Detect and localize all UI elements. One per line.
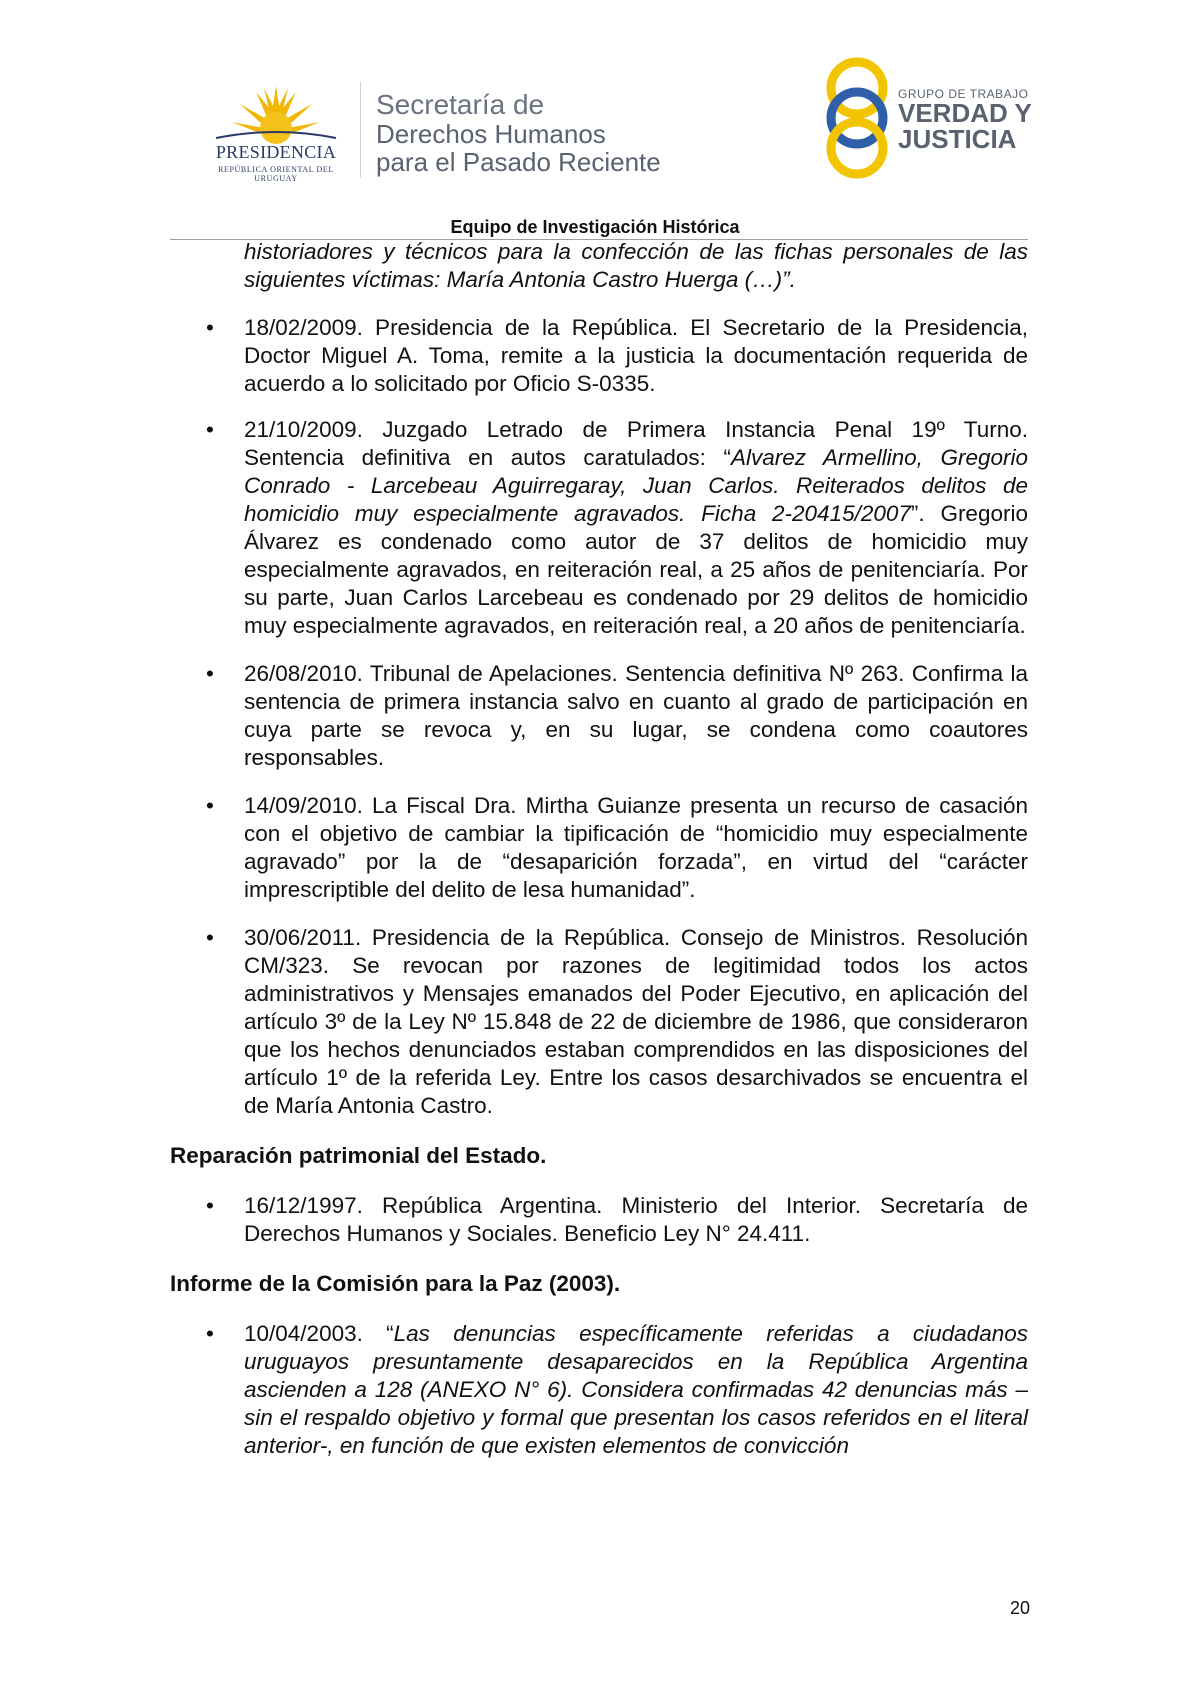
secretaria-line-1: Secretaría de (376, 89, 545, 120)
presidencia-title: PRESIDENCIA (215, 142, 337, 162)
quoted-report-text: Las denuncias específicamente referidas a ciudadanos uruguayos presuntamente desaparecidos en la República Argentina ascienden a 128 (ANEXO N° 6). Considera confirmadas 42 denuncias más –sin el respaldo objetivo y formal que presentan los casos referidos en el literal anterior-, en función de que existen elementos de convicción (244, 1321, 1028, 1458)
list-item (170, 792, 1028, 904)
list-item-text (244, 416, 1028, 640)
list-item-suffix: ”. Gregorio Álvarez es condenado como autor de 37 delitos de homicidio muy especialmente agravados, en reiteración real, a 25 años de penitenciaría. Por su parte, Juan Carlos Larcebeau es condenado por 29 delitos de homicidio muy especialmente agravados, en reiteración real, a 20 años de penitenciaría. (244, 501, 1028, 638)
list-item (170, 924, 1028, 1120)
list-item-text: 18/02/2009. Presidencia de la República. El Secretario de la Presidencia, Doctor Miguel A. Toma, remite a la justicia la documentación requerida de acuerdo a lo solicitado por Oficio S-0335. (244, 315, 1028, 396)
page-number: 20 (1009, 1598, 1030, 1618)
list-item (170, 416, 1028, 640)
sun-emblem-icon (196, 82, 356, 144)
list-item-text: 16/12/1997. República Argentina. Ministerio del Interior. Secretaría de Derechos Humanos y Sociales. Beneficio Ley N° 24.411. (244, 1193, 1028, 1246)
logo-divider (360, 82, 361, 178)
list-item-text: 30/06/2011. Presidencia de la República. Consejo de Ministros. Resolución CM/323. Se revocan por razones de legitimidad todos los actos administrativos y Mensajes emanados del Poder Ejecutivo, en aplicación del artículo 3º de la Ley Nº 15.848 de 22 de diciembre de 1986, que consideraron que los hechos denunciados estaban comprendidos en las disposiciones del artículo 1º de la referida Ley. Entre los casos desarchivados se encuentra el de María Antonia Castro. (244, 925, 1028, 1118)
interlocking-rings-icon (822, 56, 892, 180)
section-heading-reparacion: Reparación patrimonial del Estado. (170, 1143, 547, 1168)
list-item (170, 314, 1028, 398)
page-header (0, 0, 1190, 230)
secretaria-line-3: para el Pasado Reciente (376, 147, 661, 177)
presidencia-subtitle: REPÚBLICA ORIENTAL DEL URUGUAY (218, 165, 334, 183)
bullet: • (206, 1321, 214, 1346)
bullet: • (206, 793, 214, 818)
gtvj-line-3: JUSTICIA (898, 124, 1017, 154)
bullet: • (206, 925, 214, 950)
list-item-prefix: 10/04/2003. “ (244, 1321, 394, 1346)
bullet: • (206, 315, 214, 340)
list-item-text: 14/09/2010. La Fiscal Dra. Mirtha Guianze presenta un recurso de casación con el objetivo de cambiar la tipificación de “homicidio muy especialmente agravado” por la de “desaparición forzada”, en virtud del “carácter imprescriptible del delito de lesa humanidad”. (244, 793, 1028, 902)
document-body (170, 238, 1028, 1460)
gtvj-line-1: GRUPO DE TRABAJO (898, 87, 1029, 101)
list-item (170, 1192, 1028, 1248)
list-item (170, 1320, 1028, 1460)
presidencia-logo (196, 82, 356, 182)
bullet: • (206, 1193, 214, 1218)
list-item-text: 26/08/2010. Tribunal de Apelaciones. Sentencia definitiva Nº 263. Confirma la sentencia de primera instancia salvo en cuanto al grado de participación en cuya parte se revoca y, en su lugar, se condena como coautores responsables. (244, 661, 1028, 770)
secretaria-logo (376, 90, 661, 176)
section-label: Equipo de Investigación Histórica (450, 217, 740, 237)
list-item (170, 660, 1028, 772)
list-item-prefix: 21/10/2009. Juzgado Letrado de Primera Instancia Penal 19º Turno. Sentencia definitiva en autos caratulados: “ (244, 417, 1028, 470)
bullet: • (206, 417, 214, 442)
continuation-paragraph (170, 238, 1028, 294)
gtvj-line-2: VERDAD Y (898, 98, 1032, 128)
section-heading-informe: Informe de la Comisión para la Paz (2003). (170, 1271, 621, 1296)
verdad-justicia-logo (822, 56, 1032, 180)
secretaria-line-2: Derechos Humanos (376, 119, 606, 149)
case-title: Alvarez Armellino, Gregorio Conrado - Larcebeau Aguirregaray, Juan Carlos. Reiterados delitos de homicidio muy especialmente agravados. Ficha 2-20415/2007 (244, 445, 1028, 526)
bullet: • (206, 661, 214, 686)
list-item-text (244, 1320, 1028, 1460)
continuation-text: historiadores y técnicos para la confección de las fichas personales de las siguientes víctimas: María Antonia Castro Huerga (…)”. (244, 239, 1028, 292)
